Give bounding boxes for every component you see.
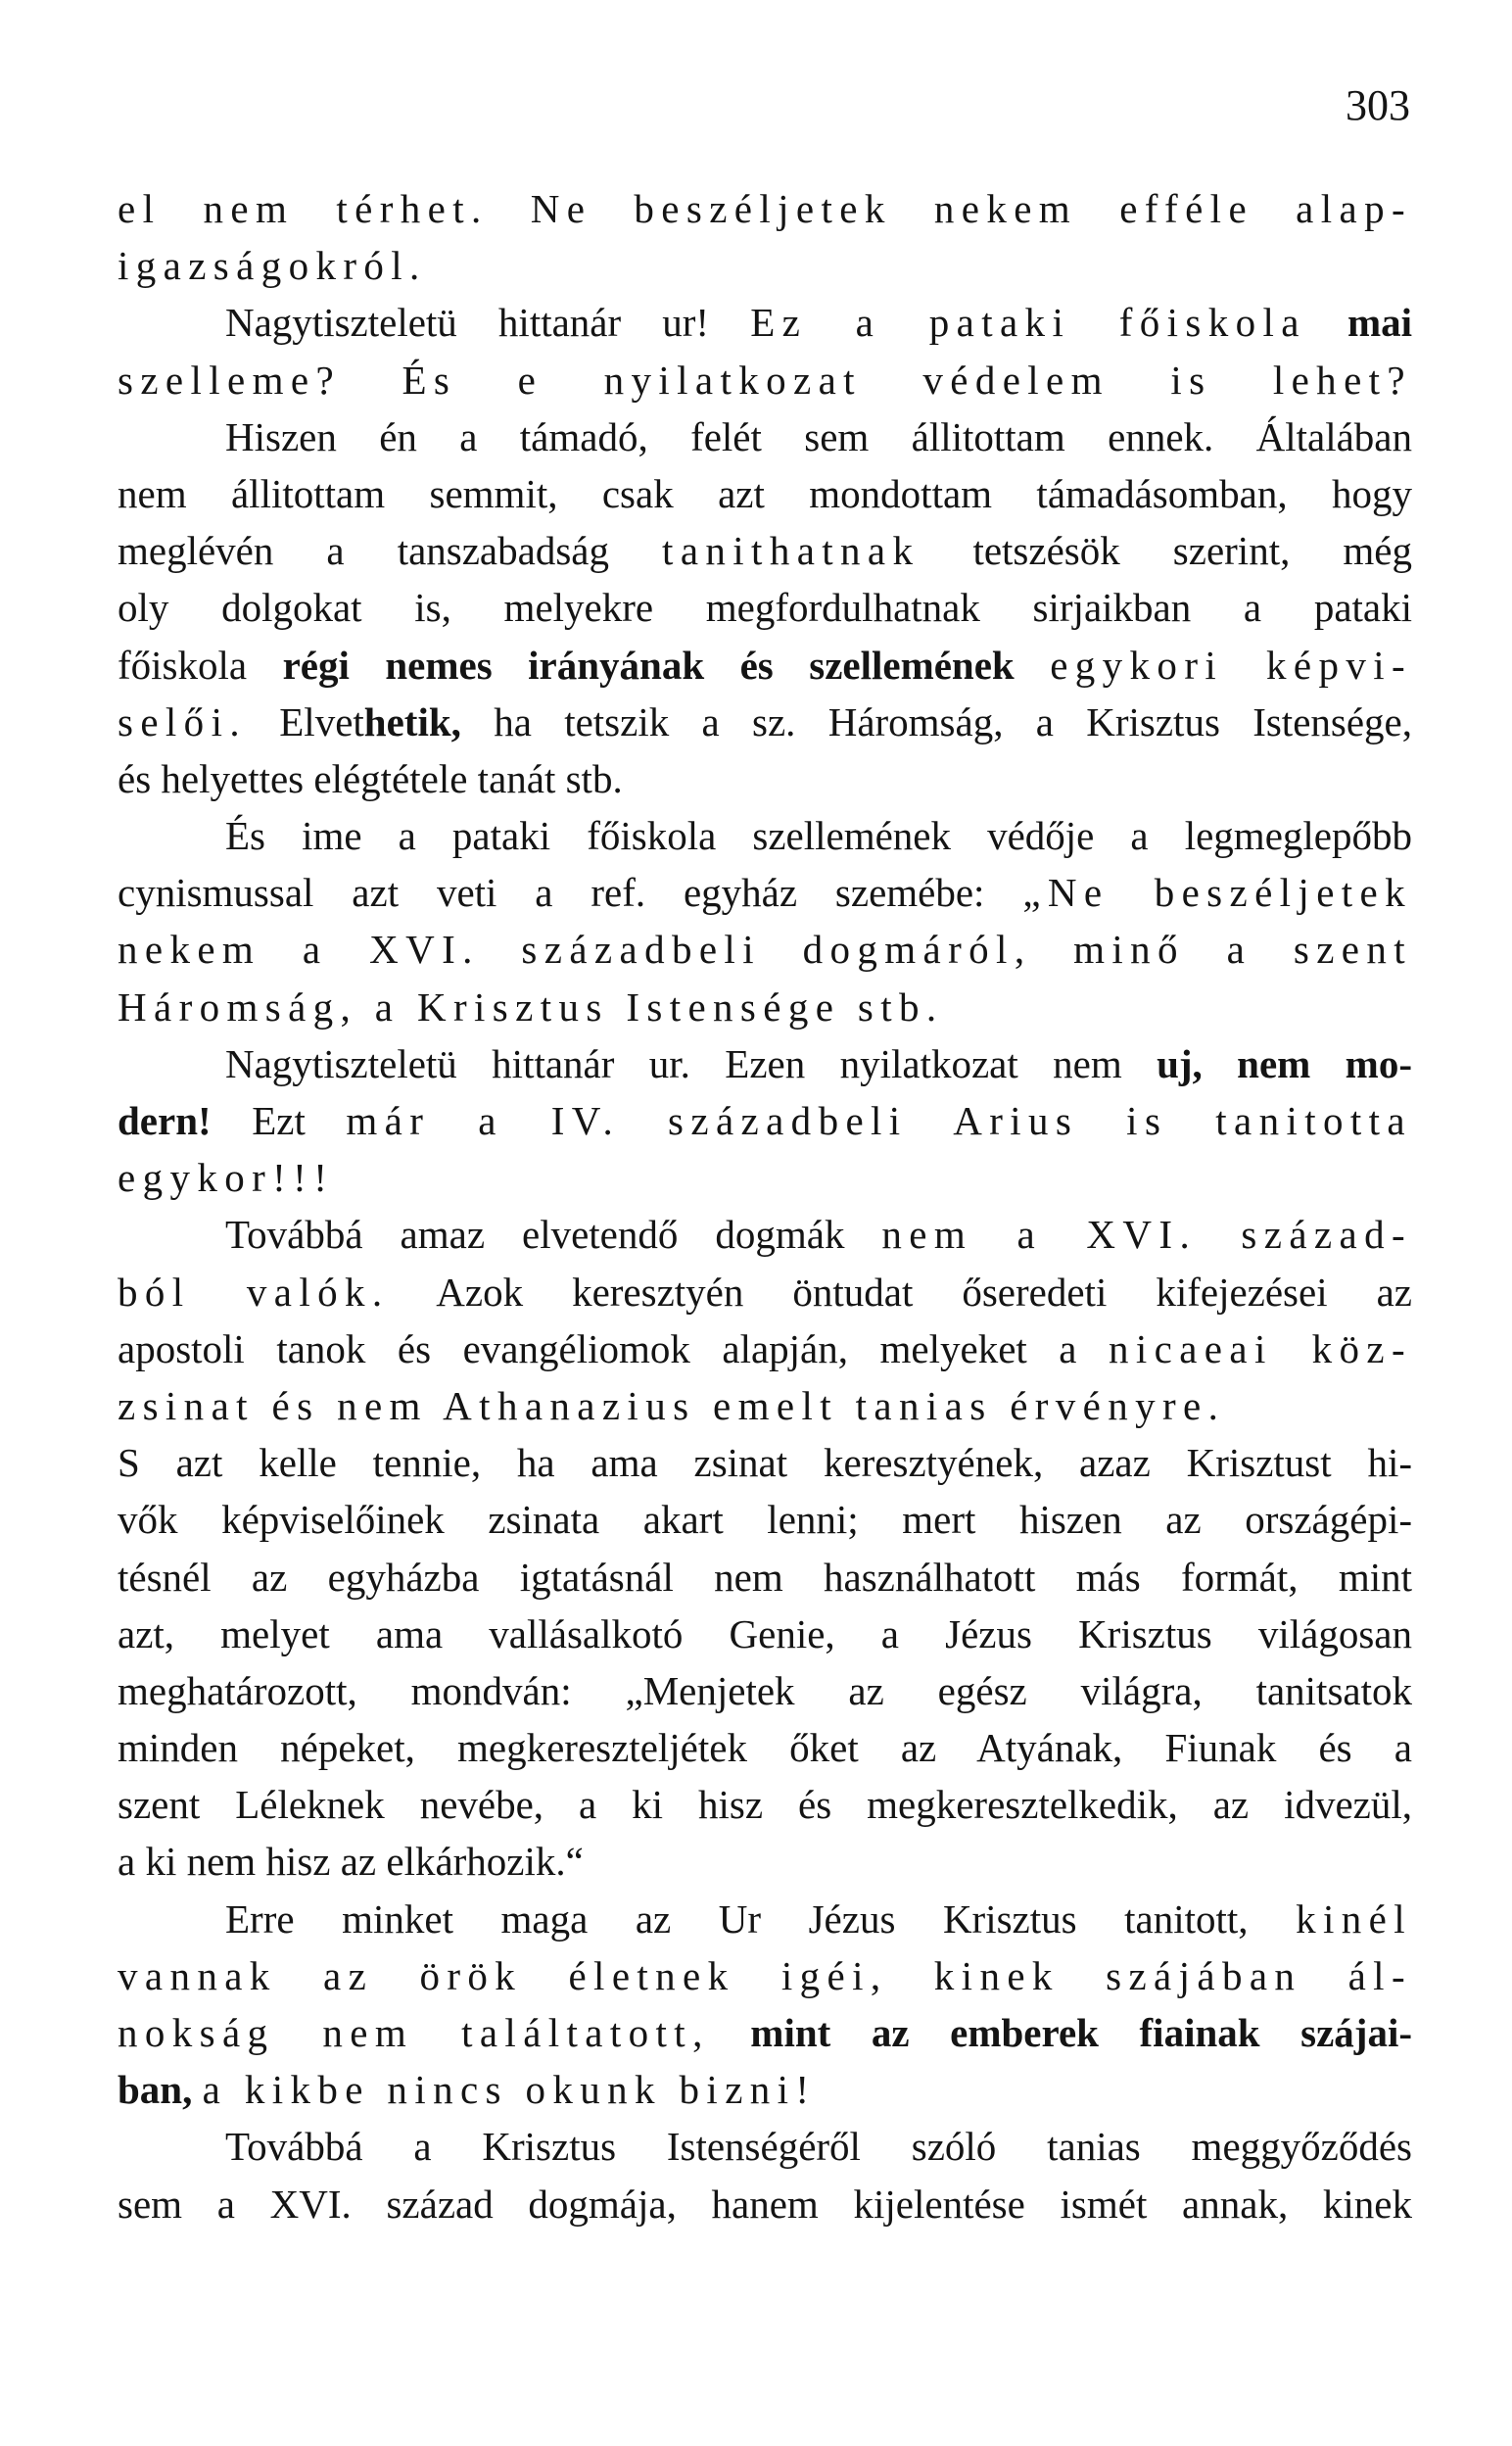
text-line bbox=[118, 921, 1412, 978]
bold-text: dern! bbox=[118, 1098, 212, 1143]
text-segment: tésnél az egyházba igtatásnál nem használhatott más formát, mint bbox=[118, 1554, 1412, 1600]
text-line bbox=[118, 294, 1412, 351]
bold-text: mint az emberek fiainak szájai- bbox=[750, 2010, 1412, 2055]
text-line bbox=[118, 1776, 1412, 1833]
text-segment: Nagytiszteletü hittanár ur. Ezen nyilatkozat nem bbox=[225, 1040, 1158, 1086]
text-segment bbox=[1015, 643, 1050, 688]
text-line bbox=[118, 352, 1412, 408]
spaced-text: tanithatnak bbox=[662, 528, 921, 574]
text-line bbox=[118, 2118, 1412, 2175]
text-line bbox=[118, 1662, 1412, 1719]
text-line bbox=[118, 1491, 1412, 1548]
text-segment: nem állitottam semmit, csak azt mondottam támadásomban, hogy bbox=[118, 470, 1412, 516]
text-segment: Erre minket maga az Ur Jézus Krisztus tanitott, bbox=[225, 1895, 1297, 1942]
text-segment: minden népeket, megkereszteljétek őket az Atyának, Fiunak és a bbox=[118, 1725, 1412, 1771]
text-line bbox=[118, 579, 1412, 636]
text-line bbox=[118, 1264, 1412, 1320]
bold-text: mai bbox=[1347, 300, 1413, 346]
text-line bbox=[118, 1434, 1412, 1491]
text-segment: szent Léleknek nevébe, a ki hisz és megkeresztelkedik, az idvezül, bbox=[118, 1782, 1412, 1828]
text-segment: S azt kelle tennie, ha ama zsinat keresztyének, azaz Krisztust hi- bbox=[118, 1440, 1412, 1486]
text-line bbox=[118, 237, 1412, 294]
text-line bbox=[118, 2061, 1412, 2118]
spaced-text: Ez a pataki főiskola bbox=[750, 300, 1306, 346]
text-segment: apostoli tanok és evangéliomok alapján, melyeket a bbox=[118, 1325, 1109, 1371]
text-line bbox=[118, 1606, 1412, 1662]
spaced-text: nekem a XVI. századbeli dogmáról, minő a szent bbox=[118, 927, 1412, 973]
spaced-text: zsinat és nem Athanazius emelt tanias érvényre. bbox=[118, 1382, 1226, 1428]
text-line bbox=[118, 465, 1412, 522]
text-segment: és helyettes elégtétele tanát stb. bbox=[118, 755, 623, 801]
text-line bbox=[118, 1891, 1412, 1947]
spaced-text: selői. bbox=[118, 698, 247, 744]
text-segment: Hiszen én a támadó, felét sem állitottam ennek. Általában bbox=[225, 413, 1412, 459]
text-line bbox=[118, 408, 1412, 465]
text-line bbox=[118, 637, 1412, 694]
text-segment: Továbbá amaz elvetendő dogmák bbox=[225, 1212, 882, 1258]
text-segment: tetszésök szerint, még bbox=[920, 528, 1412, 574]
text-line bbox=[118, 979, 1412, 1035]
text-segment: ha tetszik a sz. Háromság, a Krisztus Istensége, bbox=[460, 698, 1412, 744]
body-text bbox=[118, 180, 1412, 2232]
spaced-text: a kikbe nincs okunk bizni! bbox=[202, 2067, 817, 2113]
spaced-text: Háromság, a Krisztus Istensége stb. bbox=[118, 983, 944, 1030]
text-segment: oly dolgokat is, melyekre megfordulhatnak sirjaikban a pataki bbox=[118, 585, 1412, 631]
spaced-text: ból valók. bbox=[118, 1269, 390, 1315]
text-line bbox=[118, 2004, 1412, 2061]
spaced-text: „Ne beszéljetek bbox=[1022, 870, 1412, 916]
text-segment: Azok keresztyén öntudat őseredeti kifejezései az bbox=[389, 1269, 1412, 1315]
text-line bbox=[118, 1149, 1412, 1206]
spaced-text: igazságokról. bbox=[118, 243, 427, 289]
text-line bbox=[118, 864, 1412, 921]
bold-text: hetik, bbox=[363, 698, 461, 744]
text-line bbox=[118, 694, 1412, 750]
spaced-text: nicaeai köz- bbox=[1109, 1325, 1412, 1371]
text-segment: a ki nem hisz az elkárhozik.“ bbox=[118, 1839, 584, 1885]
text-segment: cynismussal azt veti a ref. egyház szemébe: bbox=[118, 870, 1023, 916]
text-segment: Elvet bbox=[246, 698, 364, 744]
text-line bbox=[118, 2176, 1412, 2232]
text-segment: Ezt bbox=[211, 1098, 347, 1143]
text-segment: sem a XVI. század dogmája, hanem kijelentése ismét annak, kinek bbox=[118, 2181, 1412, 2227]
bold-text: régi nemes irányának és szellemének bbox=[282, 642, 1015, 688]
spaced-text: egykori képvi- bbox=[1050, 642, 1413, 688]
bold-text: ban, bbox=[118, 2067, 193, 2113]
spaced-text: el nem térhet. Ne beszéljetek nekem efféle alap- bbox=[118, 186, 1412, 231]
text-segment bbox=[1306, 300, 1347, 345]
text-segment: vők képviselőinek zsinata akart lenni; mert hiszen az országépi- bbox=[118, 1497, 1412, 1543]
text-line bbox=[118, 1206, 1412, 1263]
text-segment: főiskola bbox=[118, 642, 283, 688]
spaced-text: szelleme? És e nyilatkozat védelem is lehet? bbox=[118, 357, 1412, 403]
text-line bbox=[118, 1549, 1412, 1606]
page-number: 303 bbox=[1346, 81, 1410, 129]
text-segment: Továbbá a Krisztus Istenségéről szóló tanias meggyőződés bbox=[225, 2124, 1412, 2170]
spaced-text: vannak az örök életnek igéi, kinek szájában ál- bbox=[118, 1952, 1412, 1998]
text-line bbox=[118, 522, 1412, 579]
spaced-text: kinél bbox=[1296, 1895, 1412, 1942]
text-segment: azt, melyet ama vallásalkotó Genie, a Jézus Krisztus világosan bbox=[118, 1610, 1412, 1656]
text-segment bbox=[710, 2010, 751, 2055]
text-segment bbox=[192, 2067, 202, 2112]
spaced-text: egykor!!! bbox=[118, 1155, 335, 1201]
text-segment: Nagytiszteletü hittanár ur! bbox=[225, 300, 751, 346]
text-segment: meglévén a tanszabadság bbox=[118, 528, 663, 574]
spaced-text: nem a XVI. század- bbox=[881, 1212, 1412, 1258]
text-line bbox=[118, 807, 1412, 864]
spaced-text: nokság nem találtatott, bbox=[118, 2010, 710, 2055]
text-line bbox=[118, 1947, 1412, 2004]
text-line bbox=[118, 1377, 1412, 1434]
text-line bbox=[118, 750, 1412, 807]
text-line bbox=[118, 1719, 1412, 1776]
text-segment: meghatározott, mondván: „Menjetek az egész világra, tanitsatok bbox=[118, 1667, 1412, 1713]
text-line bbox=[118, 1092, 1412, 1149]
text-segment: És ime a pataki főiskola szellemének védője a legmeglepőbb bbox=[225, 813, 1412, 859]
text-line bbox=[118, 1833, 1412, 1890]
spaced-text: már a IV. századbeli Arius is tanitotta bbox=[346, 1098, 1412, 1143]
bold-text: uj, nem mo- bbox=[1157, 1040, 1412, 1086]
text-line bbox=[118, 1320, 1412, 1377]
text-line bbox=[118, 180, 1412, 237]
text-line bbox=[118, 1035, 1412, 1092]
